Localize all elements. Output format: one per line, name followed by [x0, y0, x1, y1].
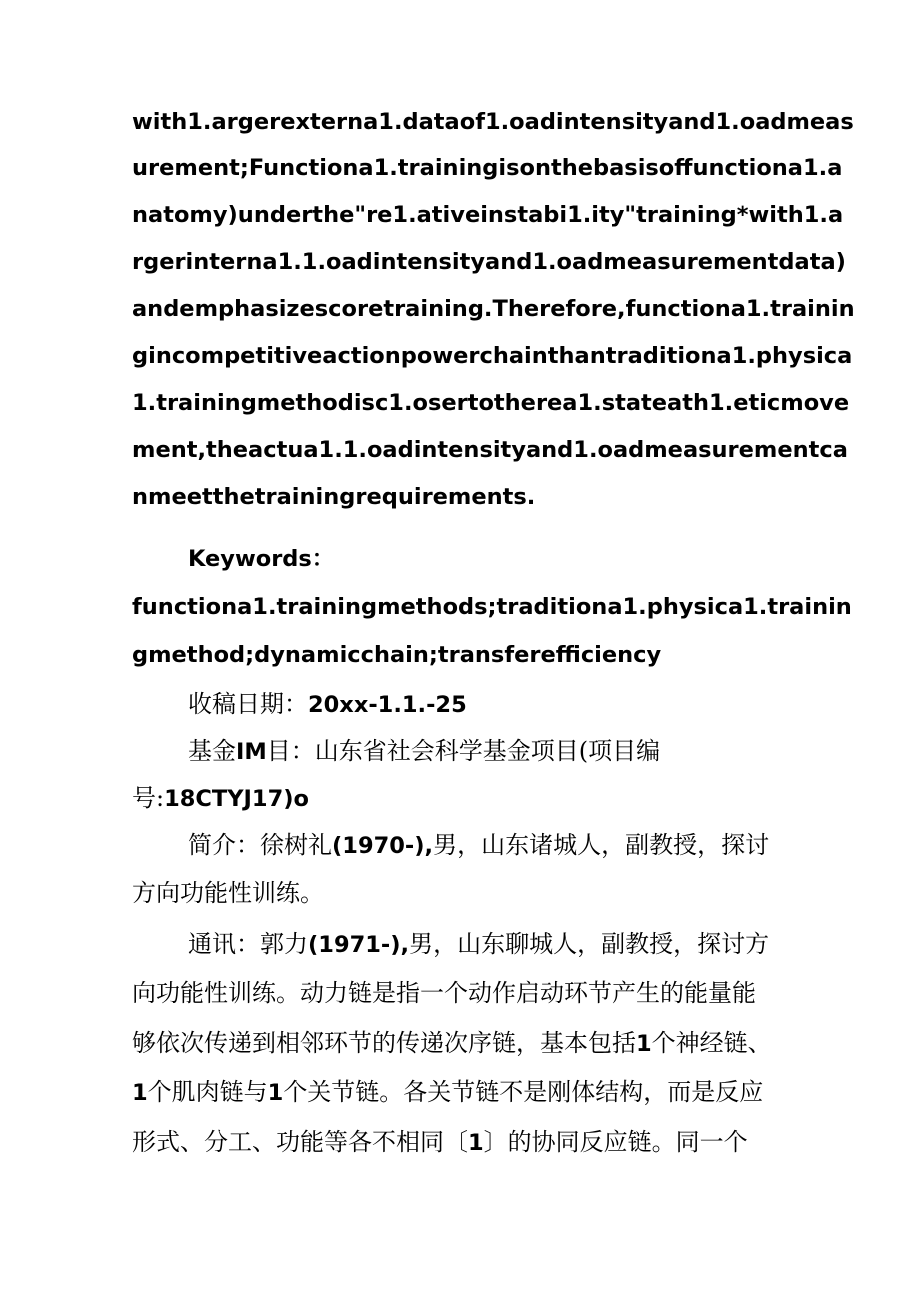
abstract-line: rgerinterna1.1.oadintensityand1.oadmeasurementdata): [132, 249, 846, 275]
bio1-years: (1970-),: [332, 833, 434, 859]
abstract-line: gincompetitiveactionpowerchainthantraditiona1.physica: [132, 343, 853, 369]
fund-number: 18CTYJ17)o: [164, 786, 309, 812]
fund-label-c: 目：山东省社会科学基金项目(项目编: [266, 737, 661, 765]
abstract-line: urement;Functiona1.trainingisonthebasisoffunctiona1.a: [132, 155, 843, 181]
fund-line: [188, 736, 660, 767]
body-text: 个神经链、: [651, 1029, 772, 1057]
body-line: 向功能性训练。动力链是指一个动作启动环节产生的能量能: [132, 979, 756, 1007]
bio2-text-a: 通讯：郭力: [188, 930, 308, 958]
abstract-line: ment,theactua1.1.oadintensityand1.oadmeasurementca: [132, 437, 848, 463]
abstract-line: 1.trainingmethodisc1.osertotherea1.stateath1.eticmove: [132, 390, 850, 416]
fund-label-a: 基金: [188, 737, 236, 765]
fund-label-b: IM: [236, 739, 267, 765]
body-number: 1: [132, 1080, 148, 1106]
keywords-label: Keywords：: [188, 546, 335, 572]
fund-number-label: 号:: [132, 784, 165, 812]
bio-author-1: [188, 830, 769, 861]
keywords-line: functiona1.trainingmethods;traditiona1.physica1.trainin: [132, 594, 852, 620]
fund-line-2: [132, 783, 309, 814]
bio2-years: (1971-),: [308, 932, 410, 958]
citation-number: 1: [468, 1130, 484, 1156]
body-line: [132, 1127, 748, 1158]
bio2-text-c: 男，山东聊城人，副教授，探讨方: [409, 930, 770, 958]
bio1-text-c: 男，山东诸城人，副教授，探讨: [433, 831, 770, 859]
received-value: 20xx-1.1.-25: [308, 692, 467, 718]
body-text: 形式、分工、功能等各不相同〔: [132, 1128, 468, 1156]
body-number: 1: [636, 1031, 652, 1057]
body-number: 1: [267, 1080, 284, 1106]
abstract-line: nmeetthetrainingrequirements.: [132, 484, 536, 510]
body-text: 〕的协同反应链。同一个: [483, 1128, 748, 1156]
bio1-text-a: 简介：徐树礼: [188, 831, 332, 859]
bio-author-1-line-2: 方向功能性训练。: [132, 879, 324, 907]
body-text: 够依次传递到相邻环节的传递次序链，基本包括: [132, 1029, 636, 1057]
received-label: 收稿日期：: [188, 690, 308, 718]
keywords-line: gmethod;dynamicchain;transferefficiency: [132, 642, 662, 668]
abstract-line: with1.argerexterna1.dataof1.oadintensityand1.oadmeas: [132, 109, 854, 135]
bio-author-2: [188, 929, 769, 960]
received-date: [188, 689, 467, 720]
body-line: [132, 1028, 772, 1059]
body-text: 个肌肉链与: [147, 1078, 268, 1106]
abstract-line: andemphasizescoretraining.Therefore,functiona1.trainin: [132, 296, 855, 322]
body-line: [132, 1077, 763, 1108]
body-text: 个关节链。各关节链不是刚体结构，而是反应: [283, 1078, 764, 1106]
abstract-line: natomy)underthe"re1.ativeinstabi1.ity"training*with1.a: [132, 202, 844, 228]
